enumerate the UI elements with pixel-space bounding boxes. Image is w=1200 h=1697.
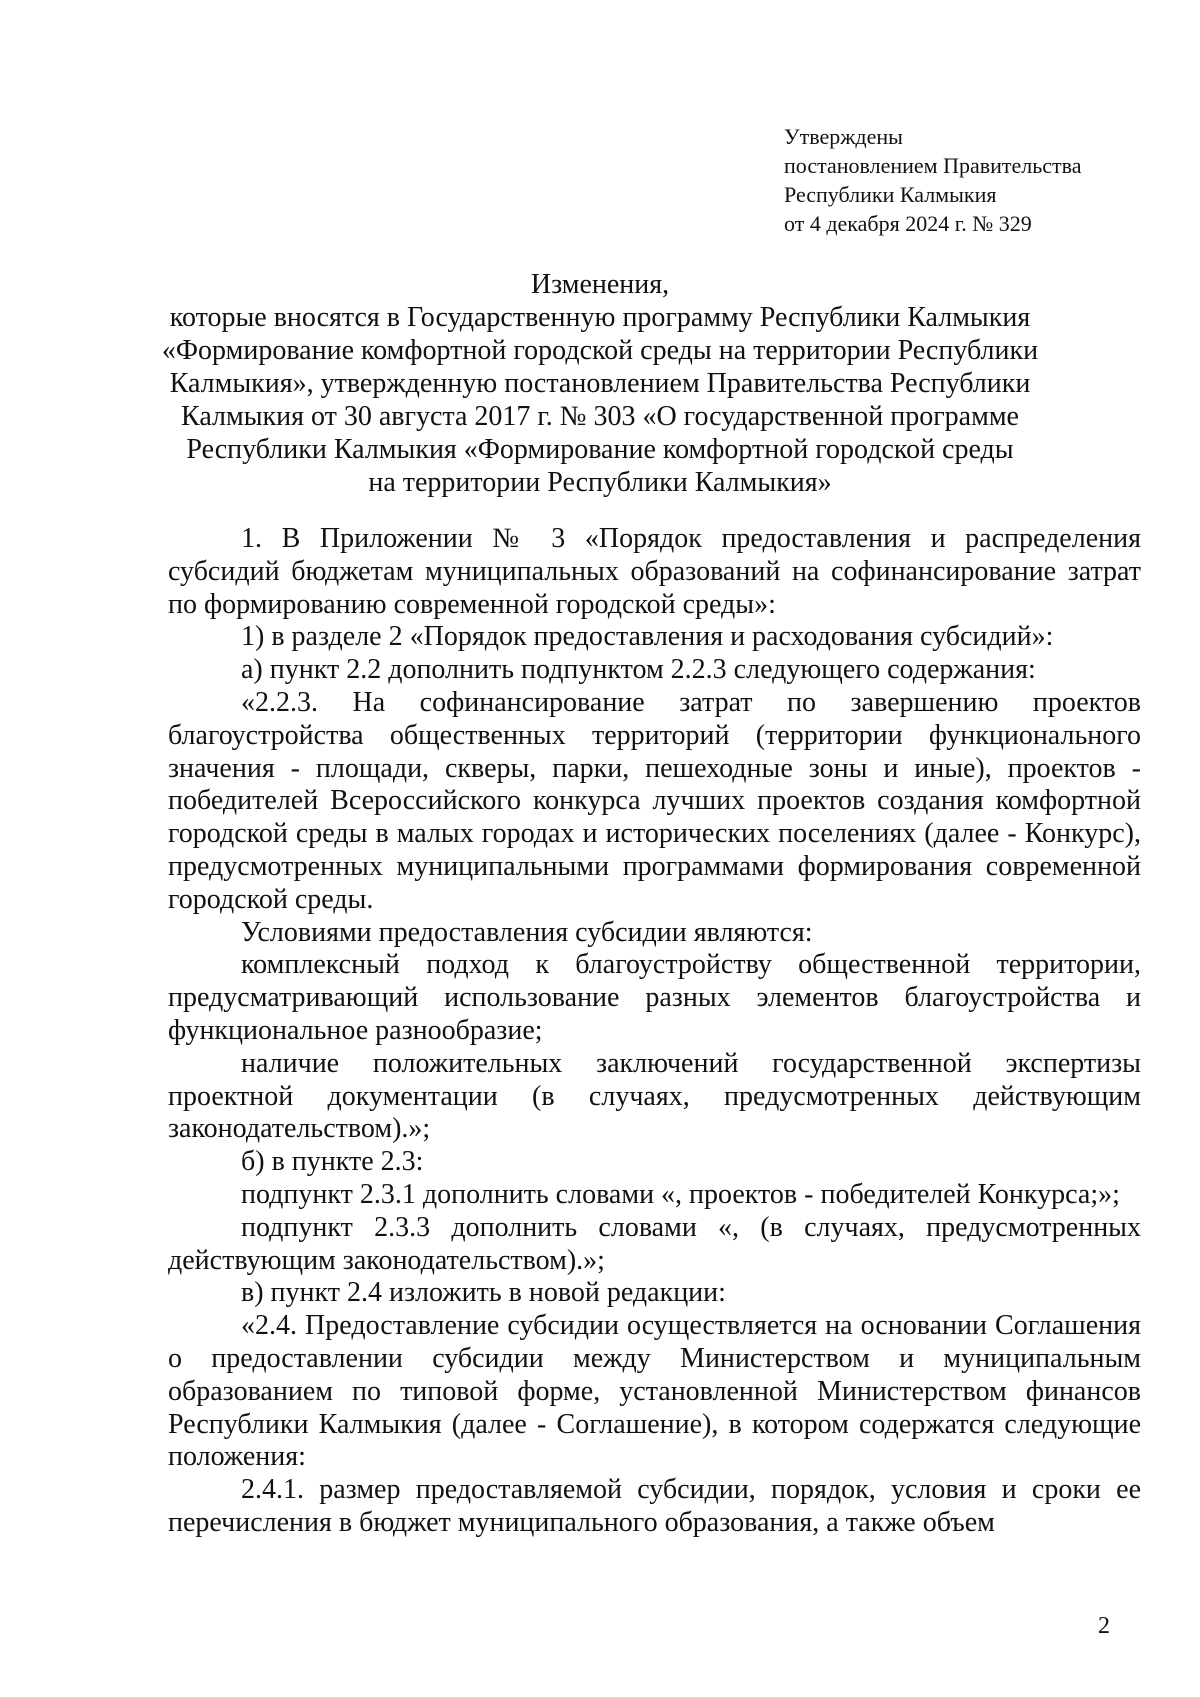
approval-stamp: [784, 122, 1082, 238]
paragraph: «2.4. Предоставление субсидии осуществляется на основании Соглашения о предоставлении субсидии между Министерством и муниципальным образованием по типовой форме, установленной Министерством финансов Республики Калмыкия (далее - Соглашение), в котором содержатся следующие положения:: [168, 1310, 1141, 1473]
title-line: которые вносятся в Государственную программу Республики Калмыкия: [169, 302, 1031, 333]
paragraph: б) в пункте 2.3:: [241, 1146, 424, 1178]
title-line: «Формирование комфортной городской среды на территории Республики: [161, 335, 1039, 366]
document-body: [168, 523, 1141, 1540]
approval-line: Утверждены: [784, 124, 903, 149]
paragraph: подпункт 2.3.1 дополнить словами «, проектов - победителей Конкурса;»;: [241, 1178, 1120, 1210]
paragraph: комплексный подход к благоустройству общественной территории, предусматривающий использование разных элементов благоустройства и функциональное разнообразие;: [168, 949, 1141, 1046]
approval-line: от 4 декабря 2024 г. № 329: [784, 211, 1032, 236]
title-line: Калмыкия от 30 августа 2017 г. № 303 «О государственной программе: [181, 401, 1019, 432]
paragraph: «2.2.3. На софинансирование затрат по завершению проектов благоустройства общественных территорий (территории функционального значения - площади, скверы, парки, пешеходные зоны и иные), проектов - победителей Всероссийского конкурса лучших проектов создания комфортной городской среды в малых городах и исторических поселениях (далее - Конкурс), предусмотренных муниципальными программами формирования современной городской среды.: [168, 686, 1141, 915]
paragraph: наличие положительных заключений государственной экспертизы проектной документации (в случаях, предусмотренных действующим законодательством).»;: [168, 1047, 1141, 1145]
page-number: 2: [1098, 1613, 1110, 1639]
paragraph: в) пункт 2.4 изложить в новой редакции:: [241, 1277, 726, 1309]
paragraph: 1) в разделе 2 «Порядок предоставления и расходования субсидий»:: [241, 621, 1054, 653]
approval-line: постановлением Правительства: [784, 153, 1082, 178]
paragraph: 1. В Приложении № 3 «Порядок предоставления и распределения субсидий бюджетам муниципальных образований на софинансирование затрат по формированию современной городской среды»:: [168, 523, 1141, 620]
document-title: [130, 268, 1070, 499]
paragraph: а) пункт 2.2 дополнить подпунктом 2.2.3 следующего содержания:: [241, 654, 1036, 686]
title-line: Калмыкия», утвержденную постановлением Правительства Республики: [169, 368, 1031, 399]
title-line: Республики Калмыкия «Формирование комфортной городской среды: [186, 434, 1014, 465]
paragraph: 2.4.1. размер предоставляемой субсидии, порядок, условия и сроки ее перечисления в бюджет муниципального образования, а также объем: [168, 1474, 1141, 1538]
title-line: на территории Республики Калмыкия»: [368, 467, 832, 498]
approval-line: Республики Калмыкия: [784, 182, 997, 207]
paragraph: Условиями предоставления субсидии являются:: [241, 916, 813, 948]
paragraph: подпункт 2.3.3 дополнить словами «, (в случаях, предусмотренных действующим законодательством).»;: [168, 1211, 1141, 1276]
title-line: Изменения,: [530, 269, 670, 300]
